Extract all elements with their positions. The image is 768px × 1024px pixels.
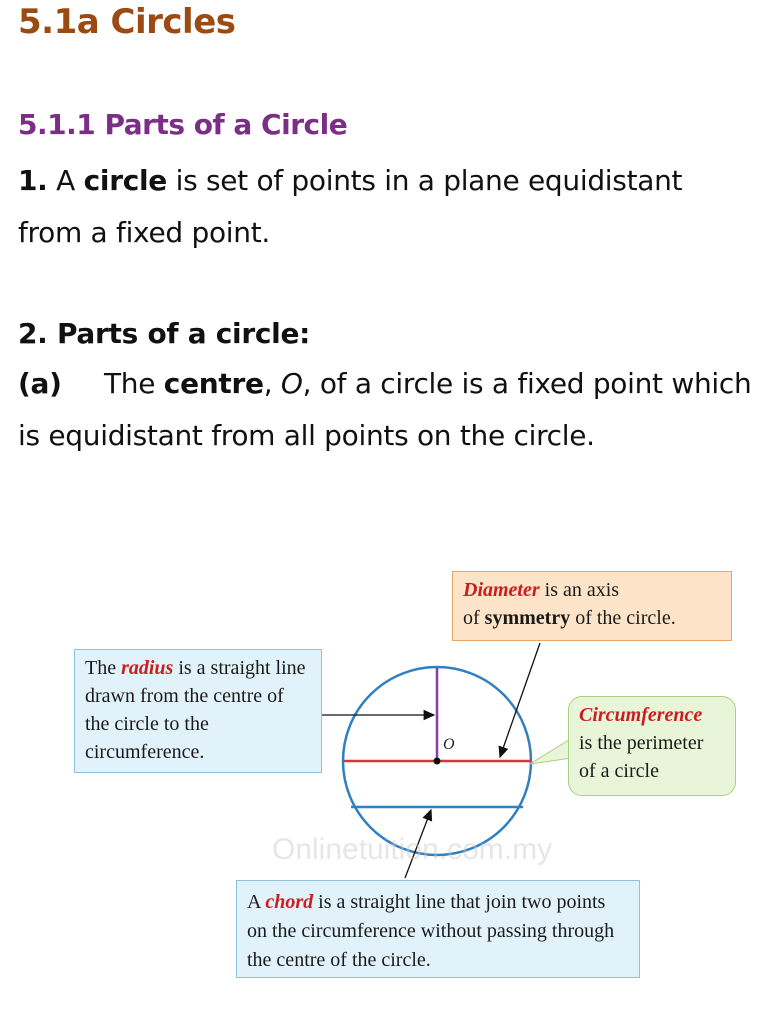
term-radius: radius xyxy=(121,657,174,679)
term-chord: chord xyxy=(265,891,314,913)
term-symmetry: symmetry xyxy=(484,607,571,629)
parts-heading: 2. Parts of a circle: xyxy=(18,317,311,350)
centre-label: O xyxy=(443,736,455,753)
circumference-callout-tail xyxy=(530,738,572,764)
definition-pre: A xyxy=(47,164,84,197)
centre-pre: The xyxy=(104,367,164,400)
radius-pre: The xyxy=(85,657,122,679)
centre-symbol: O xyxy=(280,367,303,400)
circumference-callout xyxy=(568,696,736,796)
centre-text: , of a circle is a fixed point which is equidistant from all points on the circle. xyxy=(18,367,752,452)
definition-centre xyxy=(18,358,758,462)
radius-callout xyxy=(74,649,322,773)
radius-text: is a straight line drawn from the centre of the circle to the circumference. xyxy=(85,657,306,763)
section-heading: 5.1.1 Parts of a Circle xyxy=(18,108,348,141)
chord-pre: A xyxy=(247,891,266,913)
definition-circle xyxy=(18,155,738,259)
term-circumference: Circumference xyxy=(579,704,703,726)
definition-text: is set of points in a plane equidistant from a fixed point. xyxy=(18,164,683,249)
item-label: (a) xyxy=(18,367,62,400)
diameter-pointer xyxy=(500,643,540,757)
diameter-line1: is an axis xyxy=(539,579,620,601)
diameter-line2-post: of the circle. xyxy=(570,607,676,629)
chord-text: is a straight line that join two points on the circumference without passing through the centre of the circle. xyxy=(247,891,615,971)
circle-diagram xyxy=(0,540,768,1010)
diameter-callout xyxy=(452,571,732,641)
diameter-line2-pre: of xyxy=(463,607,485,629)
term-circle: circle xyxy=(83,164,167,197)
centre-mid: , xyxy=(263,367,281,400)
term-centre: centre xyxy=(163,367,264,400)
term-diameter: Diameter xyxy=(463,579,540,601)
watermark: Onlinetuition.com.my xyxy=(272,833,553,866)
circumference-text: is the perimeter of a circle xyxy=(579,732,704,782)
point-number: 1. xyxy=(18,164,48,197)
page-title: 5.1a Circles xyxy=(18,2,236,42)
centre-point xyxy=(434,758,441,765)
chord-callout xyxy=(236,880,640,978)
